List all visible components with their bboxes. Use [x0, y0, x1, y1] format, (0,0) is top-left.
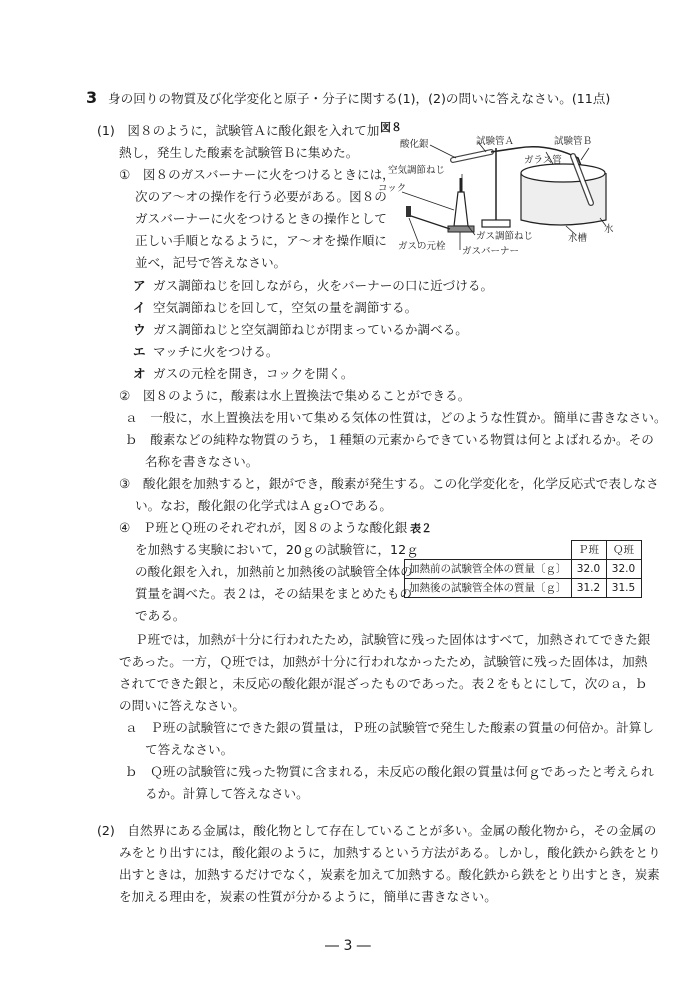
stand-base — [482, 220, 510, 227]
sub1-line-2: 次のア～オの操作を行う必要がある。図８の — [135, 189, 387, 204]
water-tank-rim — [521, 164, 605, 182]
table2-row-label: 加熱前の試験管全体の質量〔ｇ〕 — [405, 560, 572, 579]
label-water-tank: 水槽 — [568, 233, 588, 244]
sub1-line-5: 並べ，記号で答えなさい。 — [135, 255, 287, 270]
gas-valve-shape — [406, 206, 411, 217]
option-i-kana: イ — [133, 300, 146, 315]
table2-col-q: Ｑ班 — [606, 541, 641, 560]
q2-line-1: (2) 自然界にある金属は，酸化物として存在していることが多い。金属の酸化物から，その金属の — [97, 823, 657, 838]
sub4-a-2: て答えなさい。 — [145, 742, 234, 757]
sub4-line-3: の酸化銀を入れ，加熱前と加熱後の試験管全体の — [135, 564, 413, 579]
sub4-para-1: Ｐ班では，加熱が十分に行われたため，試験管に残った固体はすべて，加熱されてできた銀 — [135, 632, 651, 647]
label-gas-valve: ガスの元栓 — [398, 241, 446, 252]
option-a-text: ガス調節ねじを回しながら，火をバーナーの口に近づける。 — [153, 278, 494, 293]
table2-col-p: Ｐ班 — [571, 541, 606, 560]
sub2-lead: ② 図８のように，酸素は水上置換法で集めることができる。 — [119, 388, 471, 403]
label-test-tube-a: 試験管Ａ — [476, 136, 515, 147]
label-gas-screw: ガス調節ねじ — [476, 231, 534, 242]
sub3-line-2: い。なお，酸化銀の化学式はＡｇ₂Ｏである。 — [135, 498, 392, 513]
option-e-text: マッチに火をつける。 — [153, 344, 279, 359]
sub4-b-2: るか。計算して答えなさい。 — [145, 786, 309, 801]
sub4-para-2: であった。一方，Ｑ班では，加熱が十分に行われなかったため，試験管に残った固体は，加熱 — [119, 654, 648, 669]
gas-hose — [408, 215, 450, 229]
label-air-screw: 空気調節ねじ — [388, 165, 446, 176]
label-silver-oxide: 酸化銀 — [400, 139, 429, 150]
option-a-kana: ア — [133, 278, 146, 293]
sub1-line-3: ガスバーナーに火をつけるときの操作として — [135, 211, 387, 226]
label-gas-burner: ガスバーナー — [462, 246, 520, 257]
option-u-text: ガス調節ねじと空気調節ねじが閉まっているか調べる。 — [153, 322, 468, 337]
table2-corner — [405, 541, 572, 560]
sub4-line-1: ④ Ｐ班とＱ班のそれぞれが，図８のような酸化銀 — [119, 520, 408, 535]
table2 — [404, 540, 642, 598]
option-o-kana: オ — [133, 366, 146, 381]
table-row — [405, 579, 642, 598]
table2-row-label: 加熱後の試験管全体の質量〔ｇ〕 — [405, 579, 572, 598]
sub4-b-1: ｂ Ｑ班の試験管に残った物質に含まれる，未反応の酸化銀の質量は何ｇであったと考えられ — [125, 764, 654, 779]
table2-cell-q: 32.0 — [606, 560, 641, 579]
table2-cell-p: 32.0 — [571, 560, 606, 579]
option-i-text: 空気調節ねじを回して，空気の量を調節する。 — [153, 300, 418, 315]
figure-8 — [378, 118, 618, 266]
q2-line-2: みをとり出すには，酸化銀のように，加熱するという方法がある。しかし，酸化鉄から鉄をとり — [119, 845, 661, 860]
label-glass-tube: ガラス管 — [524, 155, 562, 166]
label-water: 水 — [604, 224, 614, 235]
q1-line-2: 熱し，発生した酸素を試験管Ｂに集めた。 — [119, 145, 359, 160]
table-row — [405, 560, 642, 579]
table2-cell-q: 31.5 — [606, 579, 641, 598]
label-test-tube-b: 試験管Ｂ — [554, 136, 593, 147]
sub1-line-1: ① 図８のガスバーナーに火をつけるときには， — [119, 167, 395, 182]
q1-line-1: (1) 図８のように，試験管Ａに酸化銀を入れて加 — [97, 123, 380, 138]
sub4-para-4: の問いに答えなさい。 — [119, 698, 245, 713]
sub1-line-4: 正しい手順となるように，ア～オを操作順に — [135, 233, 387, 248]
figure8-title: 図８ — [380, 121, 402, 134]
question-header: 身の回りの物質及び化学変化と原子・分子に関する(1)，(2)の問いに答えなさい。(11点) — [108, 91, 611, 106]
table2-cell-p: 31.2 — [571, 579, 606, 598]
sub4-line-5: である。 — [135, 608, 186, 623]
q2-line-3: 出すときは，加熱するだけでなく，炭素を加えて加熱する。酸化鉄から鉄をとり出すとき，炭素 — [119, 867, 660, 882]
sub2-b-1: ｂ 酸素などの純粋な物質のうち，１種類の元素からできている物質は何とよばれるか。その — [125, 432, 654, 447]
table2-title: 表２ — [410, 522, 432, 535]
sub4-para-3: されてできた銀と，未反応の酸化銀が混ざったものであった。表２をもとにして，次のａ，ｂ — [119, 676, 648, 691]
sub2-a: ａ 一般に，水上置換法を用いて集める気体の性質は，どのような性質か。簡単に書きなさい。 — [125, 410, 667, 425]
option-o-text: ガスの元栓を開き，コックを開く。 — [153, 366, 354, 381]
question-number: 3 — [86, 88, 98, 107]
page-number: ― 3 ― — [325, 938, 371, 954]
option-u-kana: ウ — [133, 322, 146, 337]
sub4-line-2: を加熱する実験において，20ｇの試験管に，12ｇ — [135, 542, 419, 557]
option-e-kana: エ — [133, 344, 146, 359]
burner-body — [454, 192, 468, 226]
label-cock: コック — [378, 183, 407, 194]
sub4-line-4: 質量を調べた。表２は，その結果をまとめたもの — [135, 586, 413, 601]
sub4-a-1: ａ Ｐ班の試験管にできた銀の質量は，Ｐ班の試験管で発生した酸素の質量の何倍か。計算し — [125, 720, 654, 735]
q2-line-4: を加える理由を，炭素の性質が分かるように，簡単に書きなさい。 — [119, 889, 497, 904]
sub2-b-2: 名称を書きなさい。 — [145, 454, 259, 469]
sub3-line-1: ③ 酸化銀を加熱すると，銀ができ，酸素が発生する。この化学変化を，化学反応式で表しなさ — [119, 476, 659, 491]
